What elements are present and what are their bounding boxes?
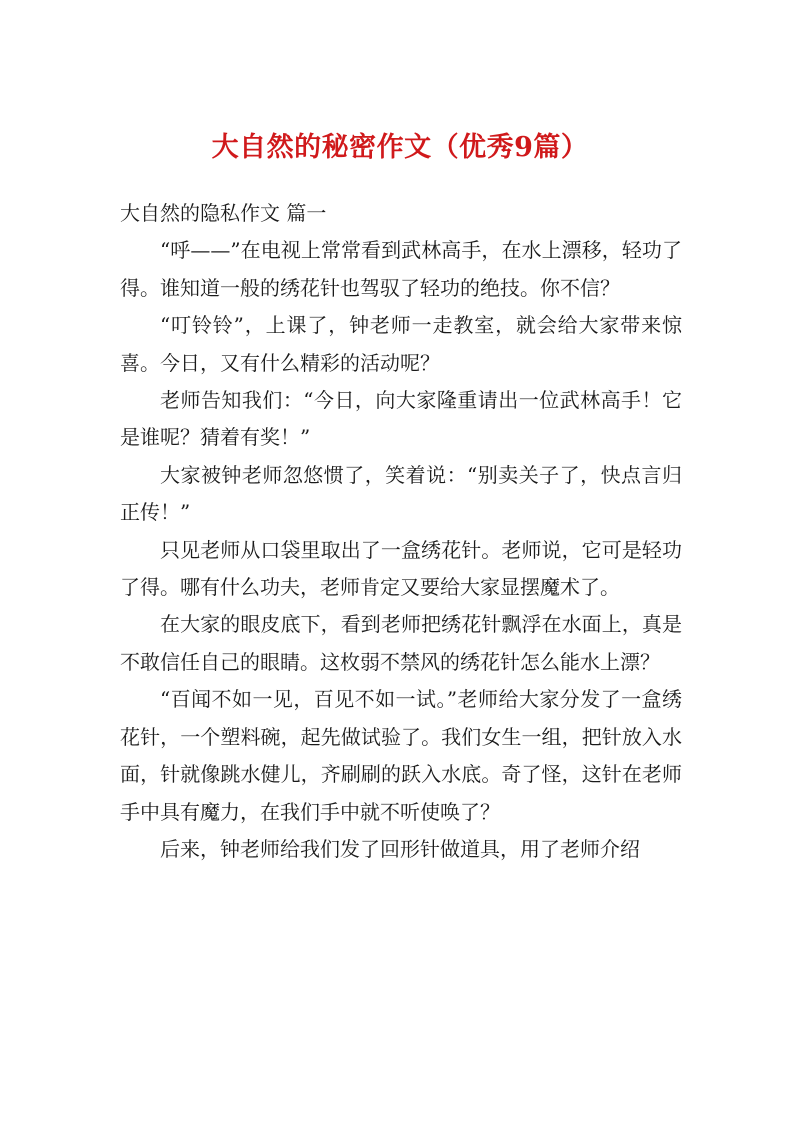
page-title: 大自然的秘密作文（优秀9篇） <box>211 132 589 163</box>
paragraph-7: “百闻不如一见，百见不如一试。”老师给大家分发了一盒绣花针，一个塑料碗，起先做试验了。我们女生一组，把针放入水面，针就像跳水健儿，齐刷刷的跃入水底。奇了怪，这针在老师手中具有魔力，在我们手中就不听使唤了？ <box>120 687 682 824</box>
article-body <box>120 195 682 868</box>
section-heading: 大自然的隐私作文 篇一 <box>120 201 327 225</box>
paragraph-4: 大家被钟老师忽悠惯了，笑着说：“别卖关子了，快点言归正传！” <box>120 462 682 525</box>
paragraph-6: 在大家的眼皮底下，看到老师把绣花针飘浮在水面上，真是不敢信任自己的眼睛。这枚弱不禁风的绣花针怎么能水上漂？ <box>120 612 682 674</box>
paragraph-5: 只见老师从口袋里取出了一盒绣花针。老师说，它可是轻功了得。哪有什么功夫，老师肯定又要给大家显摆魔术了。 <box>120 537 682 600</box>
paragraph-1: “呼——”在电视上常常看到武林高手，在水上漂移，轻功了得。谁知道一般的绣花针也驾驭了轻功的绝技。你不信？ <box>120 238 682 300</box>
paragraph-3: 老师告知我们：“今日，向大家隆重请出一位武林高手！它是谁呢？猜着有奖！” <box>120 388 682 450</box>
paragraph-8: 后来，钟老师给我们发了回形针做道具，用了老师介绍 <box>160 836 640 861</box>
paragraph-2: “叮铃铃”，上课了，钟老师一走教室，就会给大家带来惊喜。今日，又有什么精彩的活动呢？ <box>120 313 682 375</box>
